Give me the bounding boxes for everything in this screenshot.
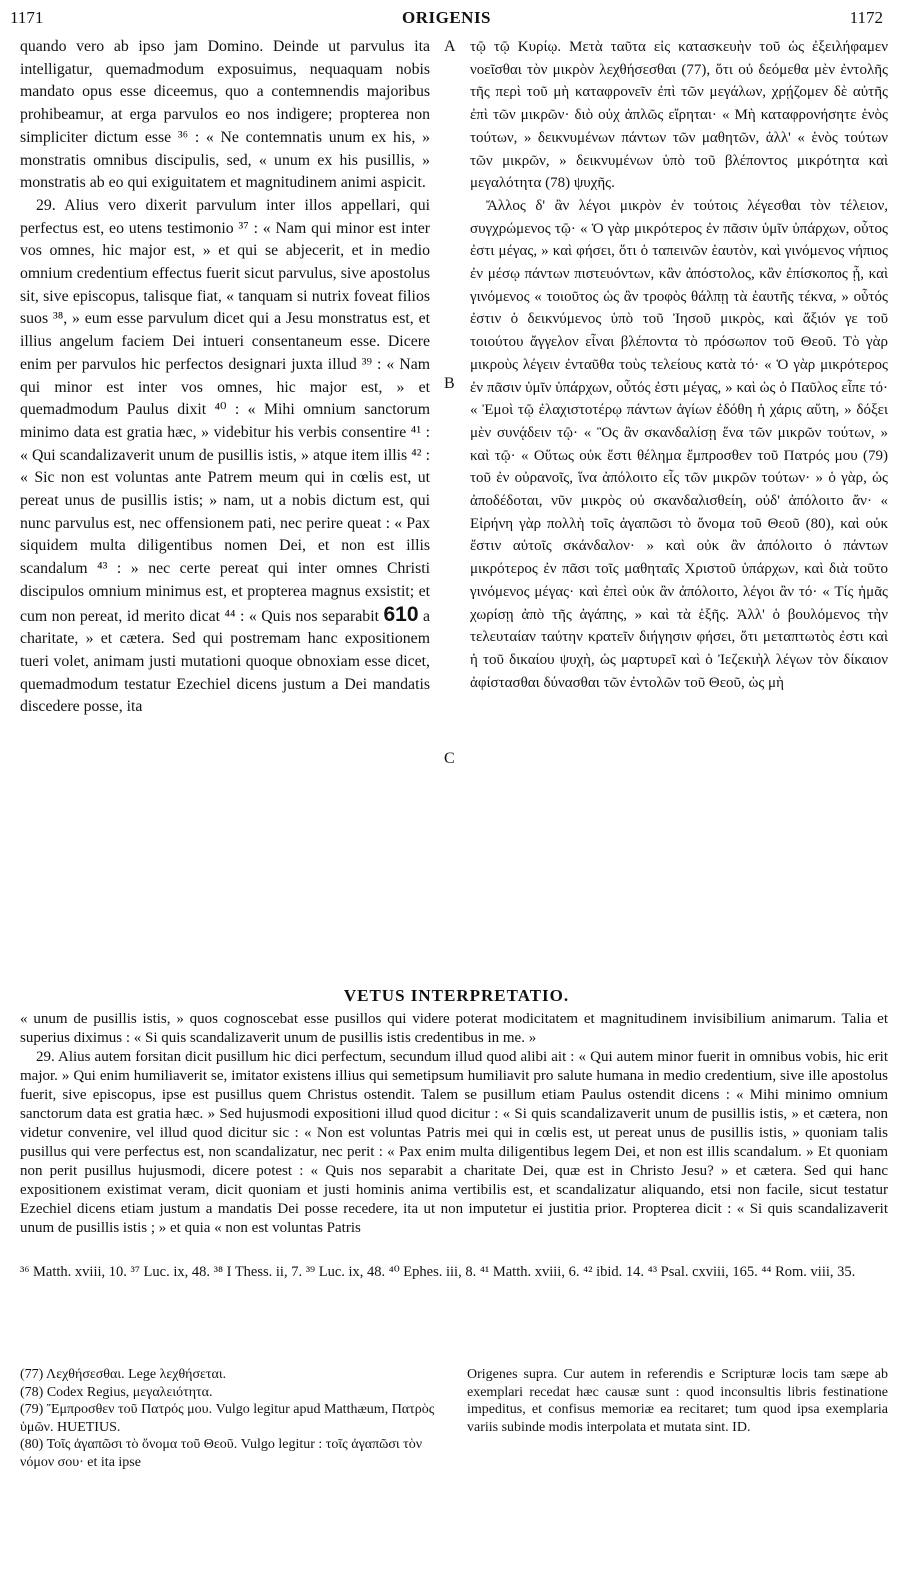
margin-letter-c: C (444, 750, 455, 767)
latin-text-before-marker: 29. Alius vero dixerit parvulum inter illos appellari, qui perfectus est, eo utens testimonio ³⁷ : « Nam qui minor est inter vos omnes, hic major est, » et qui se abjecerit, et in medio omnium credentium effectus fuerit sicut parvulus, sive apostolus sit, sive episcopus, talisque fiat, « tanquam si nutrix foveat filios suos ³⁸, » eum esse parvulum dicet qui a Jesu monstratus est, et illius angelum faciem Dei intueri consentaneum esse. Dicere enim per parvulos hic perfectos designari juxta illud ³⁹ : « Nam qui minor est inter vos omnes, hic major est, » et quemadmodum Paulus dixit ⁴⁰ : « Mihi omnium sanctorum minimo data est gratia hæc, » videbitur his verbis consentire ⁴¹ : « Qui scandalizaverit unum de pusillis istis, » atque item illis ⁴² : « Sic non est voluntas ante Patrem meum qui in cœlis est, ut pereat unus de pusillis istis; » nam, ut a nobis dictum est, qui nunc parvulus est, nec offensionem pati, nec perire queat : « Pax siquidem multa diligentibus nomen Dei, et non est illis scandalum ⁴³ : » nec certe pereat qui inter omnes Christi discipulos omnium minimus est, et propterea magnus exsistit; et cum non pereat, id merito dicat ⁴⁴ : « Quis nos separabit (20, 196, 430, 625)
page-header (10, 8, 883, 32)
reference-list: ³⁶ Matth. xviii, 10. ³⁷ Luc. ix, 48. ³⁸ I Thess. ii, 7. ³⁹ Luc. ix, 48. ⁴⁰ Ephes. iii, 8. ⁴¹ Matth. xviii, 6. ⁴² ibid. 14. ⁴³ Psal. cxviii, 165. ⁴⁴ Rom. viii, 35. (20, 1264, 856, 1280)
greek-paragraph: τῷ τῷ Κυρίῳ. Μετὰ ταῦτα εἰς κατασκευὴν τοῦ ὡς ἐξειλήφαμεν νοεῖσθαι τὸν μικρὸν λεχθήσεσθαι (77), ὅτι οὐ δεόμεθα μὲν ἐντολῆς τῆς περὶ τοῦ μὴ καταφρονεῖν ἐπὶ τῶν μεγάλων, χρῄζομεν δὲ αὐτῆς ἐπὶ τῶν μικρῶν· διὸ οὐχ ἁπλῶς εἴρηται· « Μὴ καταφρονήσητε ἑνὸς τούτων, » δεικνυμένων πάντων τῶν μαθητῶν, ἀλλ' « ἑνὸς τούτων τῶν μικρῶν, » δεικνυμένων ὑπὸ τοῦ βλέποντος μικρότητα καὶ μεγαλότητα (78) ψυχῆς. (470, 39, 888, 192)
footnotes-right (467, 1366, 888, 1436)
footnotes-left (20, 1366, 450, 1472)
greek-column (470, 36, 888, 694)
greek-paragraph-2: Ἄλλος δ' ἂν λέγοι μικρὸν ἐν τούτοις λέγεσθαι τὸν τέλειον, συγχρώμενος τῷ· « Ὁ γὰρ μικρότερος ἐν πᾶσιν ὑμῖν ὑπάρχων, οὗτος ἐστι μέγας, » καὶ φήσει, ὅτι ὁ ταπεινῶν ἑαυτὸν, καὶ γινόμενος νήπιος ἐν μέσῳ πάντων πιστευόντων, κἂν ἀπόστολος, κἂν ἐπίσκοπος ᾖ, καὶ γινόμενος « τοιοῦτος ὡς ἂν τροφὸς θάλπῃ τὰ ἑαυτῆς τέκνα, » οὗτός ἐστιν ὁ δεικνύμενος ὑπὸ τοῦ Ἰησοῦ μικρὸς, καὶ ἄξιόν γε τοῦ τοιούτου ἄγγελον εἶναι βλέποντα τὸ πρόσωπον τοῦ Θεοῦ. Τὸ γὰρ μικροὺς λέγειν ἐνταῦθα τοὺς τελείους κατὰ τό· « Ὁ γὰρ μικρότερος ἐν πᾶσιν ὑμῖν ὑπάρχων, οὗτός ἐστι μέγας, » καὶ ὡς ὁ Παῦλος εἶπε τό· « Ἐμοὶ τῷ ἐλαχιστοτέρῳ πάντων ἁγίων ἐδόθη ἡ χάρις αὕτη, » δόξει μὲν συνᾴδειν τῷ· « Ὃς ἂν σκανδαλίσῃ ἕνα τῶν μικρῶν τούτων, » καὶ τῷ· « Οὕτως οὐκ ἔστι θέλημα ἔμπροσθεν τοῦ Πατρός μου (79) τοῦ ἐν οὐρανοῖς, ἵνα ἀπόλοιτο εἷς τῶν μικρῶν τούτων· » ὁ γὰρ, ὡς ἀποδέδοται, νῦν μικρὸς οὐ σκανδαλισθείη, οὐδ' ἀπόλοιτο ἄν· « Εἰρήνη γὰρ πολλὴ τοῖς ἀγαπῶσι τὸ ὄνομα τοῦ Θεοῦ (80), καὶ οὐκ ἔστιν αὐτοῖς σκάνδαλον· » καὶ οὐκ ἂν ἀπόλοιτο ὁ πάντων μικρότερος ἐν πᾶσι τοῖς μαθηταῖς Χριστοῦ ὑπάρχων, καὶ διὰ τοῦτο γινόμενος μέγας· καὶ ἐπεὶ οὐκ ἂν ἀπόλοιτο, λέγοι ἂν τό· « Τίς ἡμᾶς χωρίσῃ ἀπὸ τῆς ἀγάπης, » καὶ τὰ ἑξῆς. Ἀλλ' ὁ βουλόμενος τὴν τελευταίαν ταύτην κρατεῖν διήγησιν φήσει, ὅτι μεταπτωτὸς ἐστι καὶ ἡ τοῦ δικαίου ψυχὴ, ὡς μαρτυρεῖ καὶ ὁ Ἰεζεκιὴλ λέγων τὸν δίκαιον ἀφίστασθαι δύνασθαι τῶν ἐντολῶν τοῦ Θεοῦ, ὡς μὴ (470, 197, 888, 691)
vetus-interpretatio-text (20, 1010, 888, 1238)
vetus-paragraph: « unum de pusillis istis, » quos cognoscebat esse pusillos qui videre poterat modicitatem et magnitudinem invisibilium animarum. Talia et superius diximus : « Si quis scandalizaverit unum de pusillis istis credentibus in me. » (20, 1011, 888, 1046)
latin-paragraph-29 (20, 195, 430, 719)
footnote: (79) Ἔμπροσθεν τοῦ Πατρός μου. Vulgo legitur apud Matthæum, Πατρὸς ὑμῶν. HUETIUS. (20, 1402, 435, 1435)
margin-letter-b: B (444, 375, 455, 392)
column-marker-number: 610 (383, 602, 419, 626)
section-heading: VETUS INTERPRETATIO. (343, 986, 570, 1005)
footnote: (77) Λεχθήσεσθαι. Lege λεχθήσεται. (20, 1367, 227, 1382)
scripture-references (20, 1263, 888, 1282)
margin-letter-a: A (444, 38, 456, 55)
vetus-paragraph-29: 29. Alius autem forsitan dicit pusillum hic dici perfectum, secundum illud quod alibi ait : « Qui autem minor fuerit in omnibus vobis, hic erit major. » Qui enim humiliaverit se, imitator existens illius qui semetipsum humiliavit pro salute humana in medio credentium, sive ille apostolus fuerit, sive episcopus, ipse est pusillus quem Christus ostendit. Talem se pusillum etiam Paulus ostendit dicens : « Mihi minimo omnium sanctorum data est gratia hæc. » Sed hujusmodi expositioni illud quod dicitur : « Si quis scandalizaverit unum de pusillis istis, » et cætera, non videtur convenire, vel illud quod dicitur sic : « Non est voluntas Patris mei qui in cœlis est, ut pereat unus de pusillis istis, » quoniam talis pusillus qui vere perfectus est, non scandalizatur, nec perit : « Pax enim multa diligentibus legem Dei, et non est illis scandalum. » Et quoniam non perit pusillus hujusmodi, dicere potest : « Quis nos separabit a charitate Dei, quæ est in Christo Jesu? » et cætera. Sed qui hanc expositionem existimat veram, dicit quoniam et justi hominis anima vertibilis est, et scandalizatur aliquando, etsi non facile, sicut testatur Ezechiel dicens etiam justum a mandatis Dei posse recedere, ita ut non imputetur ei justitia prior. Propterea dicit : « Si quis scandalizaverit unum de pusillis istis ; » et quia « non est voluntas Patris (20, 1049, 888, 1236)
left-page-number: 1171 (10, 8, 44, 27)
footnote: (80) Τοῖς ἀγαπῶσι τὸ ὄνομα τοῦ Θεοῦ. Vulgo legitur : τοῖς ἀγαπῶσι τὸν νόμον σου· et ita ipse (20, 1437, 423, 1470)
latin-paragraph: quando vero ab ipso jam Domino. Deinde ut parvulus ita intelligatur, quemadmodum exposuimus, nequaquam nobis mandato opus esse diceemus, quo a contemnendis majoribus prohibeamur, at erga parvulos eo nos indigere; propterea non simpliciter dictum esse ³⁶ : « Ne contemnatis unum ex his, » monstratis omnibus discipulis, sed, « unum ex his pusillis, » monstratis ab eo qui exiguitatem et magnitudinem animi aspicit. (20, 38, 430, 192)
running-title: ORIGENIS (401, 8, 492, 27)
footnote-continuation: Origenes supra. Cur autem in referendis e Scripturæ locis tam sæpe ab exemplari recedat hæc causæ sunt : quod inconsultis libris festinatione impeditus, et confisus memoriæ ea recitaret; tum quod ipsa exemplaria variis subinde modis interpolata et mutata sint. ID. (467, 1367, 888, 1435)
footnote: (78) Codex Regius, μεγαλειότητα. (20, 1384, 213, 1400)
right-page-number: 1172 (849, 8, 883, 27)
latin-column (20, 36, 430, 719)
latin-text-after-marker: a charitate, » et cætera. Sed qui postremam hanc expositionem tueri volet, animam justi mutationi quoque obnoxiam esse dicet, quemadmodum testatur Ezechiel dicens justum a Dei mandatis discedere posse, ita (20, 607, 431, 716)
